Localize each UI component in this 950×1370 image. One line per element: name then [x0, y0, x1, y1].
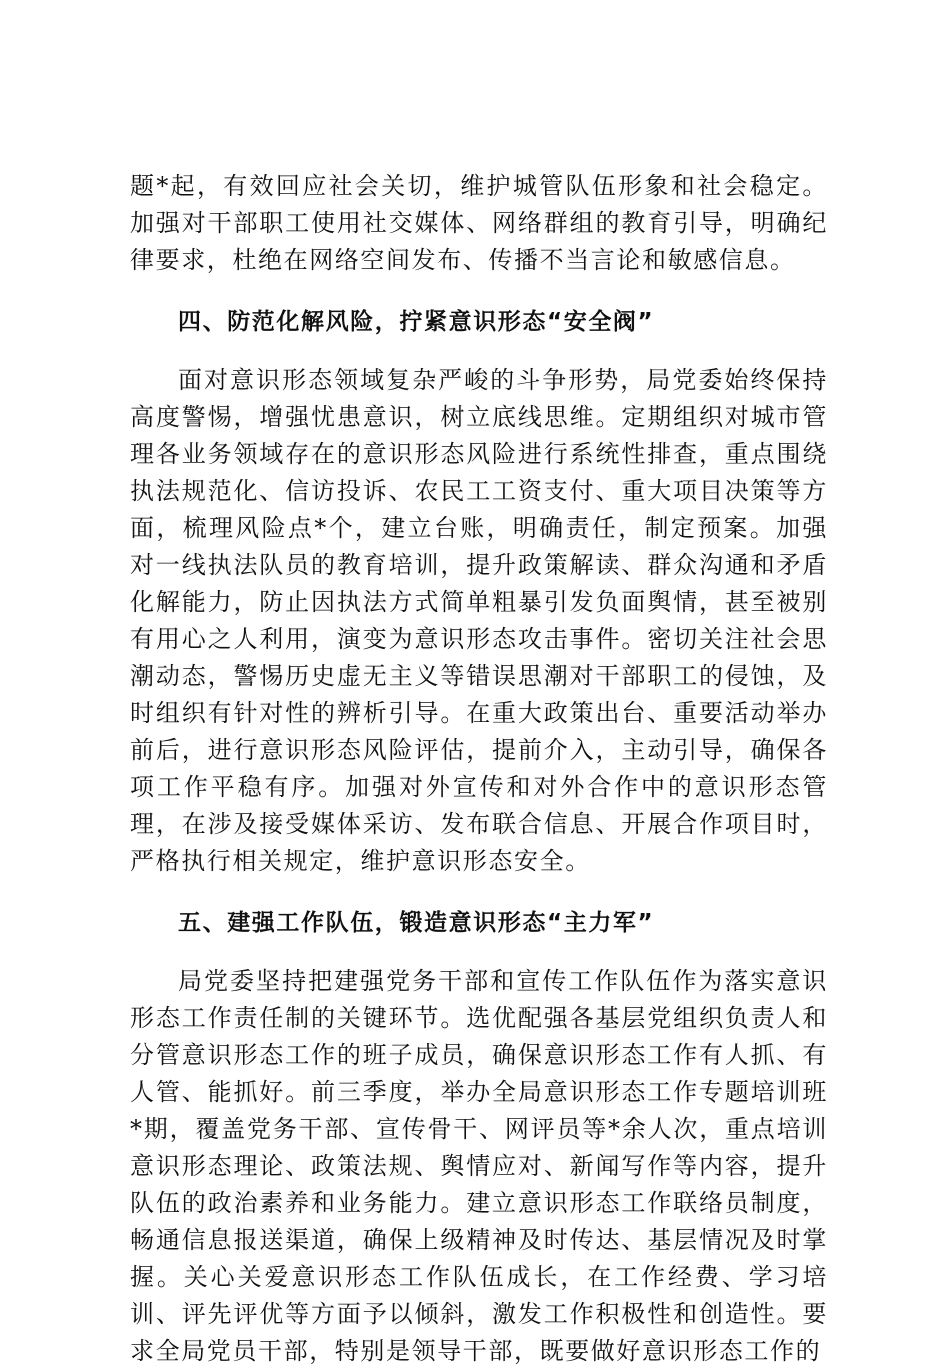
spacer	[130, 279, 828, 304]
paragraph-continued: 题*起，有效回应社会关切，维护城管队伍形象和社会稳定。加强对干部职工使用社交媒体、网络群组的教育引导，明确纪律要求，杜绝在网络空间发布、传播不当言论和敏感信息。	[130, 172, 828, 274]
section-heading-5: 五、建强工作队伍，锻造意识形态“主力军”	[178, 910, 655, 936]
paragraph-section-5: 局党委坚持把建强党务干部和宣传工作队伍作为落实意识形态工作责任制的关键环节。选优配强各基层党组织负责人和分管意识形态工作的班子成员，确保意识形态工作有人抓、有人管、能抓好。前三季度，举办全局意识形态工作专题培训班*期，覆盖党务干部、宣传骨干、网评员等*余人次，重点培训意识形态理论、政策法规、舆情应对、新闻写作等内容，提升队伍的政治素养和业务能力。建立意识形态工作联络员制度，畅通信息报送渠道，确保上级精神及时传达、基层情况及时掌握。关心关爱意识形态工作队伍成长，在工作经费、学习培训、评先评优等方面予以倾斜，激发工作积极性和创造性。要求全局党员干部，特别是领导干部，既要做好意识形态工作的	[130, 967, 828, 1365]
paragraph-section-4: 面对意识形态领域复杂严峻的斗争形势，局党委始终保持高度警惕，增强忧患意识，树立底线思维。定期组织对城市管理各业务领域存在的意识形态风险进行系统性排查，重点围绕执法规范化、信访投诉、农民工工资支付、重大项目决策等方面，梳理风险点*个，建立台账，明确责任，制定预案。加强对一线执法队员的教育培训，提升政策解读、群众沟通和矛盾化解能力，防止因执法方式简单粗暴引发负面舆情，甚至被别有用心之人利用，演变为意识形态攻击事件。密切关注社会思潮动态，警惕历史虚无主义等错误思潮对干部职工的侵蚀，及时组织有针对性的辨析引导。在重大政策出台、重要活动举办前后，进行意识形态风险评估，提前介入，主动引导，确保各项工作平稳有序。加强对外宣传和对外合作中的意识形态管理，在涉及接受媒体采访、发布联合信息、开展合作项目时，严格执行相关规定，维护意识形态安全。	[130, 366, 828, 875]
spacer	[130, 880, 828, 905]
spacer	[130, 341, 828, 362]
document-page	[130, 168, 828, 1370]
spacer	[130, 942, 828, 963]
section-heading-4: 四、防范化解风险，拧紧意识形态“安全阀”	[178, 309, 655, 335]
